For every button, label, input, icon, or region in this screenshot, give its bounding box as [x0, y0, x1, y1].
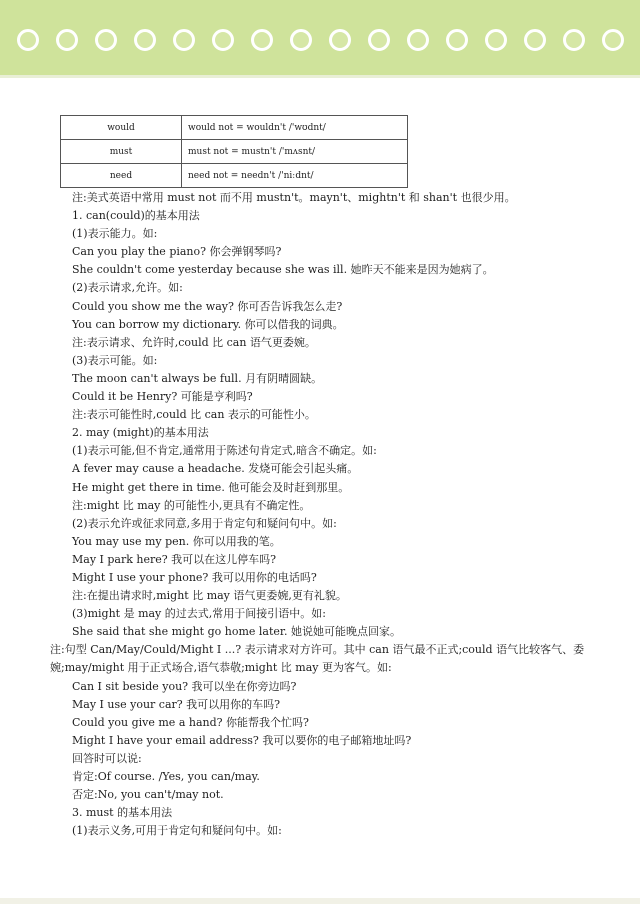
verb-cell: would [61, 116, 182, 140]
text-line: (3)表示可能。如: [72, 353, 158, 367]
text-line: May I park here? 我可以在这儿停车吗? [72, 552, 277, 566]
section-heading: 1. can(could)的基本用法 [72, 209, 200, 223]
table-row [61, 164, 408, 188]
section-heading: 3. must 的基本用法 [72, 806, 173, 820]
text-line: May I use your car? 我可以用你的车吗? [72, 697, 281, 711]
text-line: He might get there in time. 他可能会及时赶到那里。 [72, 480, 350, 494]
text-line: You may use my pen. 你可以用我的笔。 [72, 534, 281, 548]
ring-icon [329, 29, 351, 51]
section-heading: 2. may (might)的基本用法 [72, 426, 209, 440]
page-edge [0, 75, 640, 78]
text-line: 肯定:Of course. /Yes, you can/may. [72, 770, 260, 783]
ring-icon [173, 29, 195, 51]
ring-icon [56, 29, 78, 51]
table-row [61, 140, 408, 164]
text-line: Might I use your phone? 我可以用你的电话吗? [72, 570, 317, 584]
text-line: (3)might 是 may 的过去式,常用于间接引语中。如: [72, 607, 326, 621]
ring-icon [602, 29, 624, 51]
form-cell: would not = wouldn't /'wʊdnt/ [182, 116, 408, 140]
decorative-rings [0, 24, 640, 56]
text-line: 注:美式英语中常用 must not 而不用 mustn't。mayn't、mightn't 和 shan't 也很少用。 [72, 191, 516, 204]
text-line: 注:在提出请求时,might 比 may 语气更委婉,更有礼貌。 [72, 589, 347, 603]
text-line: Can I sit beside you? 我可以坐在你旁边吗? [72, 679, 297, 693]
text-line: (2)表示允许或征求同意,多用于肯定句和疑问句中。如: [72, 516, 337, 530]
ring-icon [368, 29, 390, 51]
text-line: 回答时可以说: [72, 751, 142, 765]
text-line: (1)表示能力。如: [72, 227, 158, 241]
ring-icon [134, 29, 156, 51]
negative-forms-table [60, 115, 408, 188]
text-line: (2)表示请求,允许。如: [72, 281, 183, 295]
ring-icon [290, 29, 312, 51]
verb-cell: need [61, 164, 182, 188]
text-line: Can you play the piano? 你会弹钢琴吗? [72, 245, 282, 259]
ring-icon [95, 29, 117, 51]
verb-cell: must [61, 140, 182, 164]
text-line: She couldn't come yesterday because she was ill. 她昨天不能来是因为她病了。 [72, 263, 494, 277]
text-line: Could you give me a hand? 你能帮我个忙吗? [72, 715, 309, 729]
form-cell: must not = mustn't /'mʌsnt/ [182, 140, 408, 164]
text-line: You can borrow my dictionary. 你可以借我的词典。 [72, 317, 344, 331]
text-line: Might I have your email address? 我可以要你的电子邮箱地址吗? [72, 733, 412, 747]
text-line: Could you show me the way? 你可否告诉我怎么走? [72, 299, 343, 313]
text-line: 否定:No, you can't/may not. [72, 788, 224, 802]
form-cell: need not = needn't /'niːdnt/ [182, 164, 408, 188]
text-line: 注:表示请求、允许时,could 比 can 语气更委婉。 [72, 335, 316, 349]
text-line: 注:表示可能性时,could 比 can 表示的可能性小。 [72, 408, 316, 422]
text-line: (1)表示义务,可用于肯定句和疑问句中。如: [72, 824, 282, 838]
ring-icon [563, 29, 585, 51]
body-text [50, 189, 622, 840]
text-line: She said that she might go home later. 她说她可能晚点回家。 [72, 625, 401, 639]
ring-icon [524, 29, 546, 51]
ring-icon [212, 29, 234, 51]
ring-icon [446, 29, 468, 51]
header-band [0, 0, 640, 75]
table-row [61, 116, 408, 140]
ring-icon [485, 29, 507, 51]
text-line: The moon can't always be full. 月有阴晴圆缺。 [72, 371, 323, 385]
ring-icon [251, 29, 273, 51]
ring-icon [17, 29, 39, 51]
page-bottom-edge [0, 898, 640, 904]
text-line: A fever may cause a headache. 发烧可能会引起头痛。 [72, 462, 359, 476]
ring-icon [407, 29, 429, 51]
text-line: (1)表示可能,但不肯定,通常用于陈述句肯定式,暗含不确定。如: [72, 444, 377, 458]
wrapped-note: 注:句型 Can/May/Could/Might I ...? 表示请求对方许可。其中 can 语气最不正式;could 语气比较客气、委婉;may/might 用于正式场合,语气恭敬;might 比 may 更为客气。如: [50, 643, 585, 675]
text-line: 注:might 比 may 的可能性小,更具有不确定性。 [72, 498, 311, 512]
text-line: Could it be Henry? 可能是亨利吗? [72, 390, 253, 404]
